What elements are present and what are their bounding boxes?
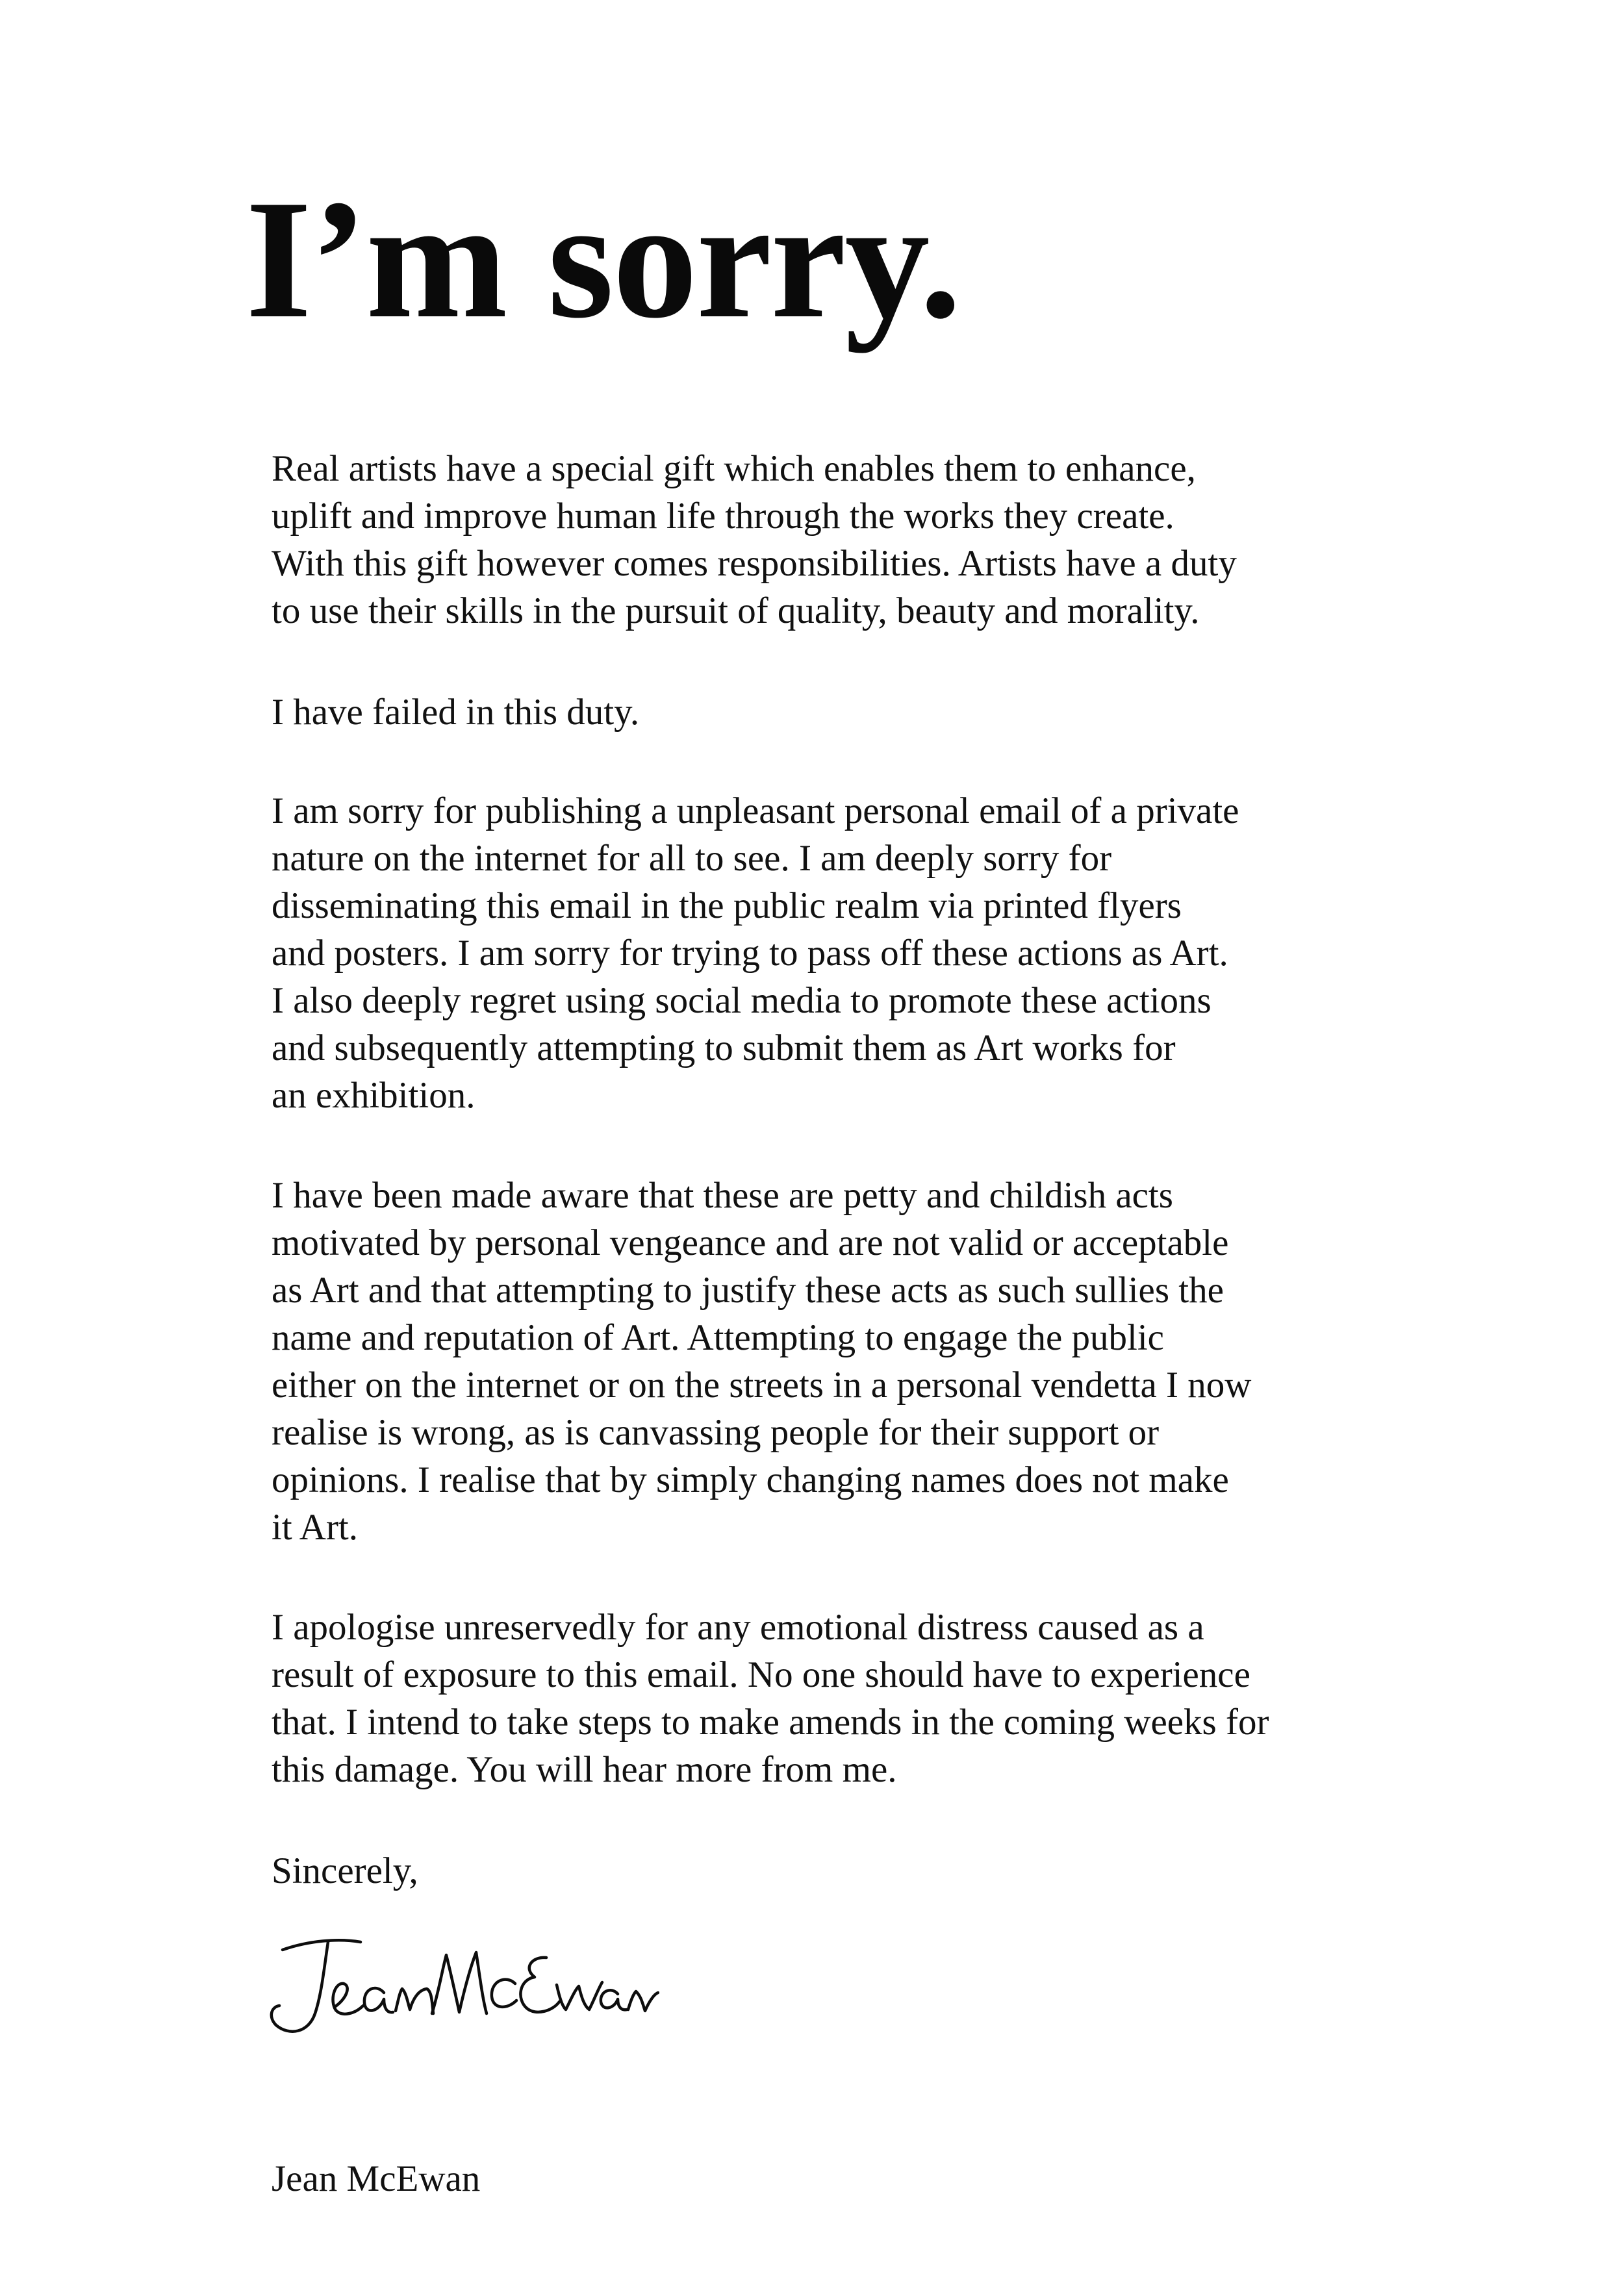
paragraph-5-line-3: that. I intend to take steps to make amends in the coming weeks for (272, 1702, 1269, 1743)
paragraph-4-line-2: motivated by personal vengeance and are not valid or acceptable (272, 1222, 1229, 1263)
closing: Sincerely, (272, 1850, 418, 1891)
paragraph-1-line-2: uplift and improve human life through the works they create. (272, 496, 1174, 536)
paragraph-3-line-2: nature on the internet for all to see. I am deeply sorry for (272, 838, 1112, 879)
paragraph-5-line-2: result of exposure to this email. No one should have to experience (272, 1654, 1250, 1695)
paragraph-1-line-4: to use their skills in the pursuit of quality, beauty and morality. (272, 590, 1200, 631)
paragraph-3-line-3: disseminating this email in the public realm via printed flyers (272, 885, 1182, 926)
paragraph-5-line-1: I apologise unreservedly for any emotional distress caused as a (272, 1607, 1204, 1648)
paragraph-4-line-4: name and reputation of Art. Attempting to engage the public (272, 1317, 1164, 1358)
paragraph-4-line-1: I have been made aware that these are petty and childish acts (272, 1175, 1173, 1216)
paragraph-3-line-6: and subsequently attempting to submit them as Art works for (272, 1028, 1176, 1068)
headline: I’m sorry. (246, 165, 961, 353)
signature (257, 1916, 659, 2046)
paragraph-1-line-3: With this gift however comes responsibilities. Artists have a duty (272, 543, 1237, 584)
paragraph-2-line-1: I have failed in this duty. (272, 692, 640, 733)
paragraph-1-line-1: Real artists have a special gift which enables them to enhance, (272, 448, 1196, 489)
signatory-name: Jean McEwan (272, 2158, 481, 2199)
paragraph-4-line-5: either on the internet or on the streets in a personal vendetta I now (272, 1365, 1252, 1406)
paragraph-4-line-6: realise is wrong, as is canvassing people for their support or (272, 1412, 1160, 1453)
paragraph-5-line-4: this damage. You will hear more from me. (272, 1749, 897, 1790)
paragraph-3-line-5: I also deeply regret using social media to promote these actions (272, 980, 1212, 1021)
paragraph-4-line-3: as Art and that attempting to justify these acts as such sullies the (272, 1270, 1224, 1311)
paragraph-3-line-7: an exhibition. (272, 1075, 476, 1116)
paragraph-3-line-4: and posters. I am sorry for trying to pass off these actions as Art. (272, 933, 1228, 974)
paragraph-4-line-8: it Art. (272, 1507, 359, 1548)
paragraph-3-line-1: I am sorry for publishing a unpleasant personal email of a private (272, 790, 1239, 831)
paragraph-4-line-7: opinions. I realise that by simply changing names does not make (272, 1459, 1229, 1500)
